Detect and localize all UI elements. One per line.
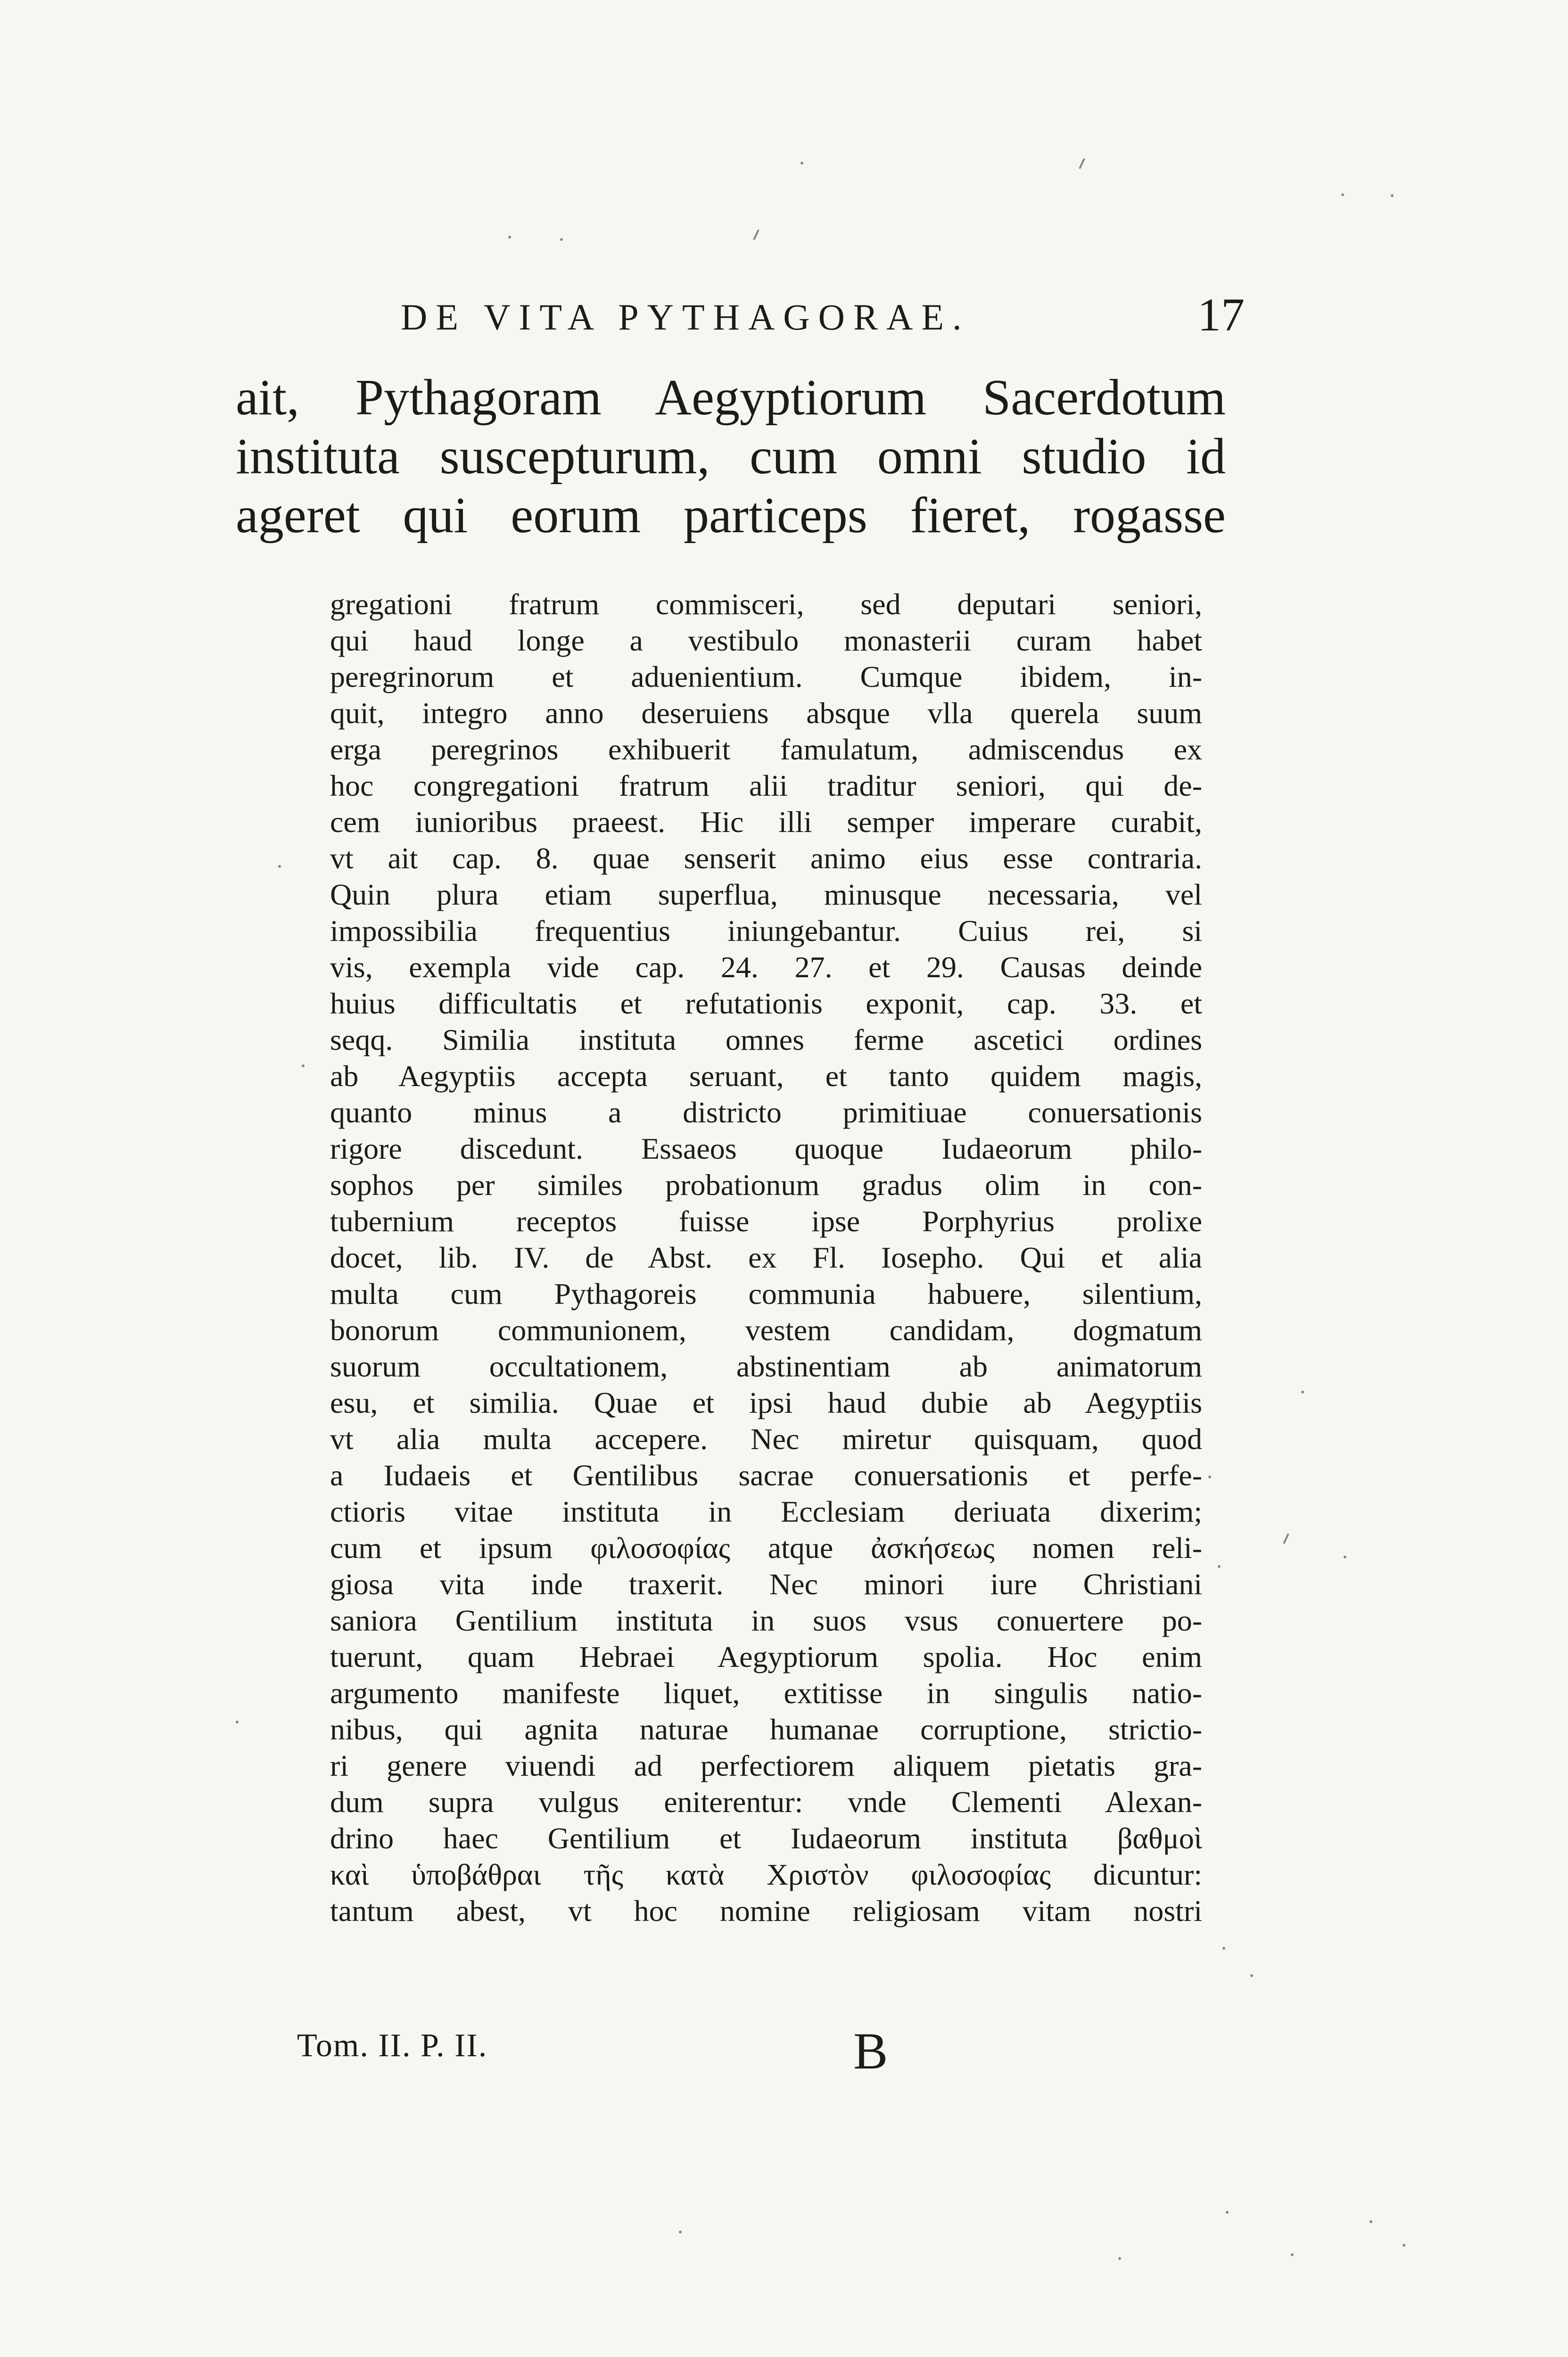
paper-speck (1222, 1947, 1225, 1950)
paper-speck (1403, 2244, 1405, 2247)
footnote-line: saniora Gentilium instituta in suos vsus conuertere po- (330, 1604, 1202, 1637)
footnote-line: tuerunt, quam Hebraei Aegyptiorum spolia. Hoc enim (330, 1640, 1202, 1673)
paper-speck (1370, 2220, 1372, 2223)
footnote-line: a Iudaeis et Gentilibus sacrae conuersationis et perfe- (330, 1459, 1202, 1492)
page-header (368, 288, 1245, 344)
paper-speck (278, 865, 281, 868)
paper-speck (1079, 158, 1085, 169)
footnote-line: dum supra vulgus eniterentur: vnde Clementi Alexan- (330, 1785, 1202, 1819)
footnote-line: giosa vita inde traxerit. Nec minori iure Christiani (330, 1567, 1202, 1601)
footnote-line: ri genere viuendi ad perfectiorem aliquem pietatis gra- (330, 1749, 1202, 1782)
footnote-line: argumento manifeste liquet, extitisse in singulis natio- (330, 1676, 1202, 1710)
footnote-line: gregationi fratrum commisceri, sed deputari seniori, (330, 587, 1202, 621)
paper-speck (1226, 2211, 1229, 2214)
footnote-line: erga peregrinos exhibuerit famulatum, admiscendus ex (330, 733, 1202, 766)
footnote-line: sophos per similes probationum gradus olim in con- (330, 1168, 1202, 1202)
footnote-line: bonorum communionem, vestem candidam, dogmatum (330, 1313, 1202, 1347)
paper-speck (1291, 2253, 1294, 2256)
page-number: 17 (1197, 288, 1245, 341)
footnote-line: ab Aegyptiis accepta seruant, et tanto quidem magis, (330, 1059, 1202, 1093)
paper-speck (1283, 1533, 1289, 1544)
footnote-line: cem iunioribus praeest. Hic illi semper imperare curabit, (330, 805, 1202, 839)
footnote-line: vis, exempla vide cap. 24. 27. et 29. Causas deinde (330, 950, 1202, 984)
main-text (236, 372, 1226, 570)
footnote-block (330, 589, 1202, 1926)
footnote-line: huius difficultatis et refutationis exponit, cap. 33. et (330, 987, 1202, 1020)
footnote-line: hoc congregationi fratrum alii traditur seniori, qui de- (330, 769, 1202, 802)
main-text-line: instituta suscepturum, cum omni studio id (236, 429, 1226, 485)
footnote-line: rigore discedunt. Essaeos quoque Iudaeorum philo- (330, 1132, 1202, 1165)
paper-speck (1341, 193, 1344, 196)
footnote-line: nibus, qui agnita naturae humanae corruptione, strictio- (330, 1713, 1202, 1746)
footnote-line: Quin plura etiam superflua, minusque necessaria, vel (330, 878, 1202, 911)
footnote-line: tubernium receptos fuisse ipse Porphyrius prolixe (330, 1204, 1202, 1238)
paper-speck (753, 229, 759, 240)
footnote-line: καὶ ὑποβάθραι τῆς κατὰ Χριστὸν φιλοσοφίας dicuntur: (330, 1858, 1202, 1891)
footnote-line: esu, et similia. Quae et ipsi haud dubie ab Aegyptiis (330, 1386, 1202, 1419)
footnote-line: impossibilia frequentius iniungebantur. Cuius rei, si (330, 914, 1202, 948)
main-text-line: ageret qui eorum particeps fieret, rogasse (236, 487, 1226, 544)
footnote-line: cum et ipsum φιλοσοφίας atque ἀσκήσεως nomen reli- (330, 1531, 1202, 1565)
paper-speck (679, 2231, 682, 2233)
volume-signature: Tom. II. P. II. (297, 2027, 488, 2064)
main-text-line: ait, Pythagoram Aegyptiorum Sacerdotum (236, 370, 1226, 426)
paper-speck (1118, 2257, 1121, 2260)
paper-speck (1208, 1475, 1211, 1478)
paper-speck (1218, 1565, 1221, 1568)
signature-mark: B (853, 2022, 888, 2080)
paper-speck (236, 1721, 239, 1723)
paper-speck (560, 238, 563, 241)
footnote-line: ctioris vitae instituta in Ecclesiam deriuata dixerim; (330, 1495, 1202, 1528)
signature-line (297, 2022, 910, 2080)
footnote-line: quanto minus a districto primitiuae conuersationis (330, 1096, 1202, 1129)
footnote-line: docet, lib. IV. de Abst. ex Fl. Iosepho. Qui et alia (330, 1241, 1202, 1274)
paper-speck (1391, 194, 1394, 197)
footnote-line: qui haud longe a vestibulo monasterii curam habet (330, 624, 1202, 657)
running-head: DE VITA PYTHAGORAE. (401, 297, 970, 338)
footnote-line: vt ait cap. 8. quae senserit animo eius esse contraria. (330, 841, 1202, 875)
footnote-line: suorum occultationem, abstinentiam ab animatorum (330, 1350, 1202, 1383)
paper-speck (801, 162, 803, 165)
footnote-line: peregrinorum et aduenientium. Cumque ibidem, in- (330, 660, 1202, 693)
footnote-line: drino haec Gentilium et Iudaeorum instituta βαθμοὶ (330, 1821, 1202, 1855)
paper-speck (508, 236, 511, 239)
footnote-line: vt alia multa accepere. Nec miretur quisquam, quod (330, 1422, 1202, 1456)
paper-speck (1250, 1974, 1253, 1977)
footnote-line: tantum abest, vt hoc nomine religiosam vitam nostri (330, 1894, 1202, 1928)
paper-speck (1344, 1556, 1346, 1558)
footnote-line: quit, integro anno deseruiens absque vlla querela suum (330, 696, 1202, 730)
footnote-line: multa cum Pythagoreis communia habuere, silentium, (330, 1277, 1202, 1310)
footnote-line: seqq. Similia instituta omnes ferme ascetici ordines (330, 1023, 1202, 1056)
paper-speck (1301, 1391, 1304, 1393)
paper-speck (302, 1064, 305, 1067)
